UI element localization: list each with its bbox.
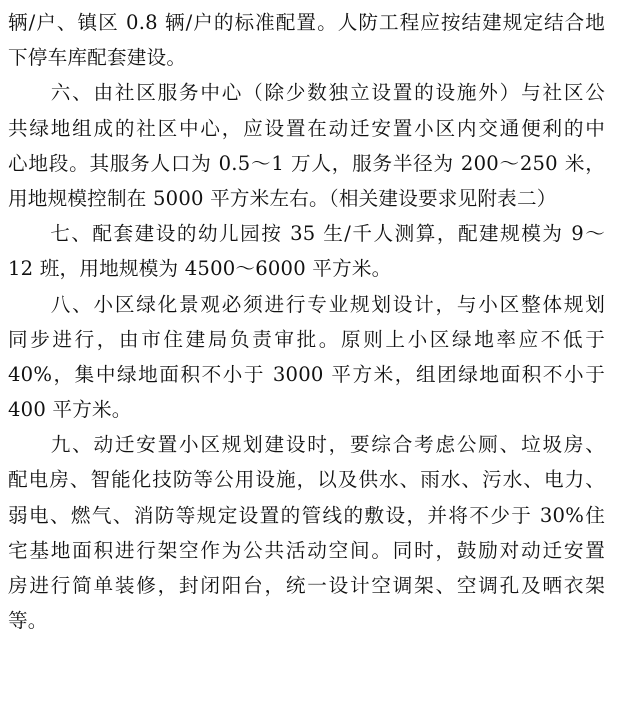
text-line: 用地规模控制在 5000 平方米左右。（相关建设要求见附表二） bbox=[8, 186, 557, 210]
text-line: 40%，集中绿地面积不小于 3000 平方米，组团绿地面积不小于 bbox=[8, 362, 605, 386]
text-line: 400 平方米。 bbox=[8, 398, 132, 422]
text-line: 弱电、燃气、消防等规定设置的管线的敷设，并将不少于 30%住 bbox=[8, 503, 605, 527]
paragraph-7-line: 七、配套建设的幼儿园按 35 生/千人测算，配建规模为 9～ bbox=[8, 222, 605, 246]
paragraph-9-line: 九、动迁安置小区规划建设时，要综合考虑公厕、垃圾房、 bbox=[8, 433, 605, 457]
text-line: 宅基地面积进行架空作为公共活动空间。同时，鼓励对动迁安置 bbox=[8, 538, 605, 562]
text-line: 配电房、智能化技防等公用设施，以及供水、雨水、污水、电力、 bbox=[8, 468, 605, 492]
text-line: 房进行简单装修，封闭阳台，统一设计空调架、空调孔及晒衣架 bbox=[8, 574, 605, 597]
text-line: 辆/户、镇区 0.8 辆/户的标准配置。人防工程应按结建规定结合地 bbox=[8, 11, 605, 34]
text-line: 12 班，用地规模为 4500～6000 平方米。 bbox=[8, 257, 392, 281]
text-line: 同步进行，由市住建局负责审批。原则上小区绿地率应不低于 bbox=[8, 327, 605, 351]
text-line: 下停车库配套建设。 bbox=[8, 46, 187, 70]
paragraph-6-line: 六、由社区服务中心（除少数独立设置的设施外）与社区公 bbox=[8, 81, 605, 105]
text-line: 心地段。其服务人口为 0.5～1 万人，服务半径为 200～250 米， bbox=[8, 151, 605, 175]
text-line: 等。 bbox=[8, 609, 48, 633]
paragraph-8-line: 八、小区绿化景观必须进行专业规划设计，与小区整体规划 bbox=[8, 292, 605, 316]
text-line: 共绿地组成的社区中心，应设置在动迁安置小区内交通便利的中 bbox=[8, 116, 605, 140]
